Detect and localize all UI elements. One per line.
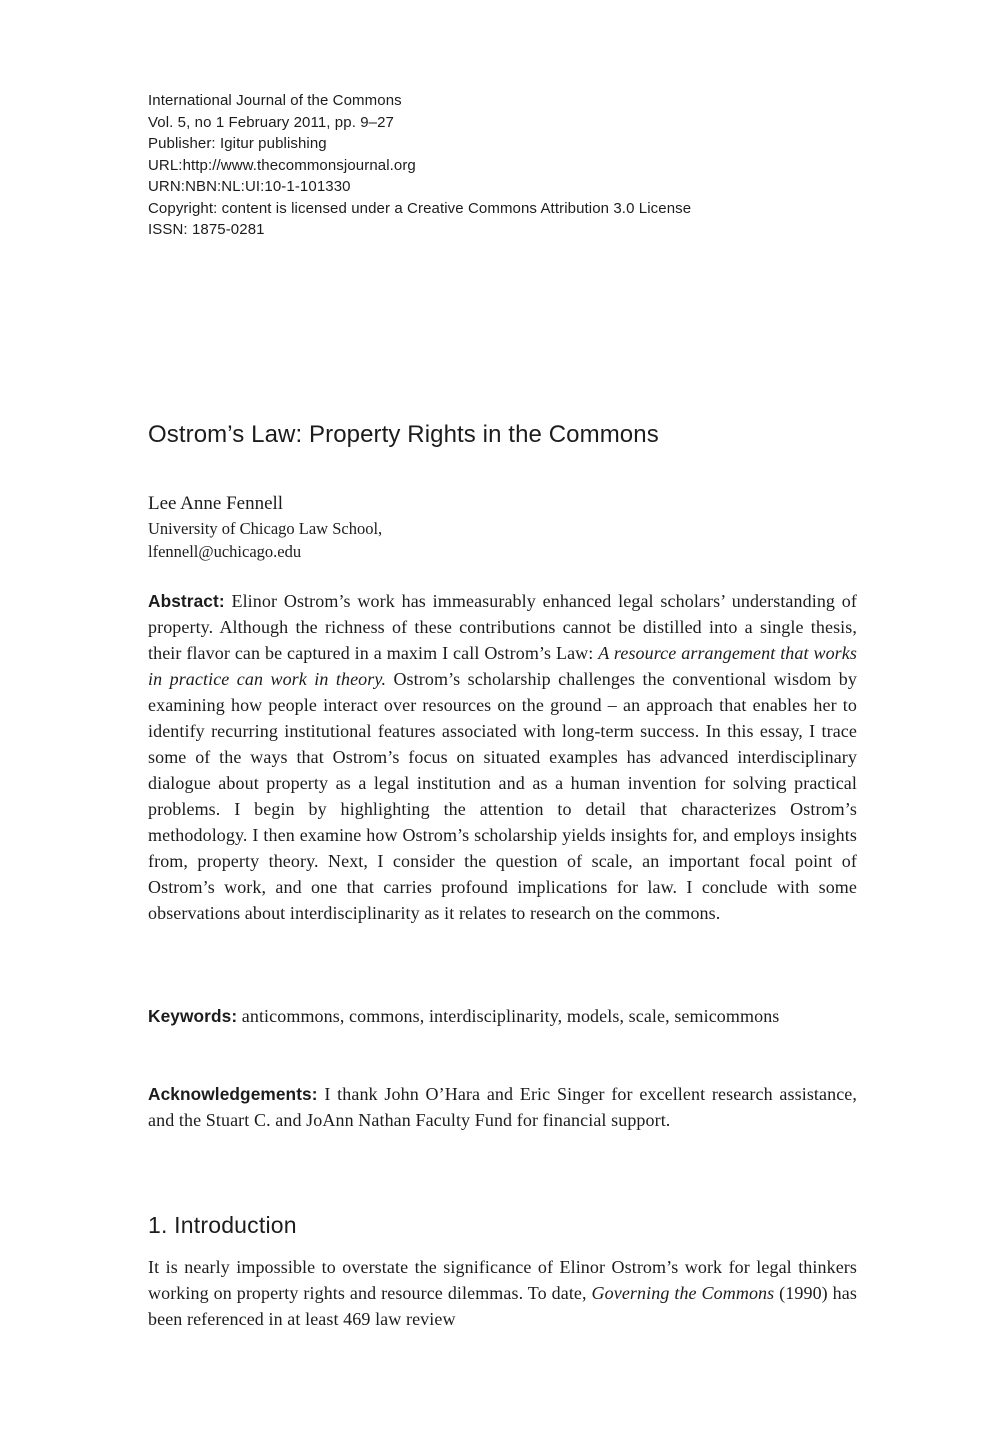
abstract-text-rest: Ostrom’s scholarship challenges the conventional wisdom by examining how people interact over resources on the ground – an approach that enables her to identify recurring institutional features associated with long-term success. In this essay, I trace some of the ways that Ostrom’s focus on situated examples has advanced interdisciplinary dialogue about property as a legal institution and as a human invention for solving practical problems. I begin by highlighting the attention to detail that characterizes Ostrom’s methodology. I then examine how Ostrom’s scholarship yields insights for, and employs insights from, property theory. Next, I consider the question of scale, an important focal point of Ostrom’s work, and one that carries profound implications for law. I conclude with some observations about interdisciplinarity as it relates to research on the commons. bbox=[148, 669, 857, 923]
keywords-text: anticommons, commons, interdisciplinarity, models, scale, semicommons bbox=[237, 1006, 780, 1026]
author-affiliation: University of Chicago Law School, bbox=[148, 519, 383, 538]
introduction-text-lead: It is nearly impossible to overstate the significance of Elinor Ostrom’s work for legal thinkers working on property rights and resource dilemmas. To date, bbox=[148, 1257, 857, 1303]
volume-issue-info: Vol. 5, no 1 February 2011, pp. 9–27 bbox=[148, 113, 394, 131]
book-title-italic: Governing the Commons bbox=[591, 1283, 775, 1303]
copyright-line: Copyright: content is licensed under a Creative Commons Attribution 3.0 License bbox=[148, 199, 692, 217]
keywords-paragraph bbox=[148, 1003, 857, 1029]
abstract-text-lead: Elinor Ostrom’s work has immeasurably enhanced legal scholars’ understanding of property. Although the richness of these contributions cannot be distilled into a single thesis, their flavor can be captured in a maxim I call Ostrom’s Law: bbox=[148, 591, 857, 663]
journal-title: International Journal of the Commons bbox=[148, 92, 402, 109]
abstract-paragraph bbox=[148, 588, 857, 926]
journal-url: URL:http://www.thecommonsjournal.org bbox=[148, 156, 416, 174]
introduction-text-rest: (1990) has been referenced in at least 469 law review bbox=[148, 1283, 857, 1329]
introduction-paragraph bbox=[148, 1254, 857, 1332]
urn-line: URN:NBN:NL:UI:10-1-101330 bbox=[148, 178, 351, 195]
abstract-maxim-italic: A resource arrangement that works in practice can work in theory. bbox=[148, 643, 857, 689]
author-block bbox=[148, 491, 857, 563]
acknowledgements-paragraph bbox=[148, 1081, 857, 1133]
publisher-line: Publisher: Igitur publishing bbox=[148, 135, 327, 152]
publication-header bbox=[148, 90, 868, 241]
acknowledgements-text: I thank John O’Hara and Eric Singer for excellent research assistance, and the Stuart C. and JoAnn Nathan Faculty Fund for financial support. bbox=[148, 1084, 857, 1130]
abstract-label: Abstract: bbox=[148, 591, 225, 611]
acknowledgements-label: Acknowledgements: bbox=[148, 1084, 318, 1104]
keywords-label: Keywords: bbox=[148, 1006, 238, 1026]
author-name: Lee Anne Fennell bbox=[148, 493, 284, 514]
author-email: lfennell@uchicago.edu bbox=[148, 542, 302, 561]
issn-line: ISSN: 1875-0281 bbox=[148, 221, 265, 238]
section-heading-introduction: 1. Introduction bbox=[148, 1212, 297, 1238]
article-title: Ostrom’s Law: Property Rights in the Commons bbox=[148, 421, 659, 448]
